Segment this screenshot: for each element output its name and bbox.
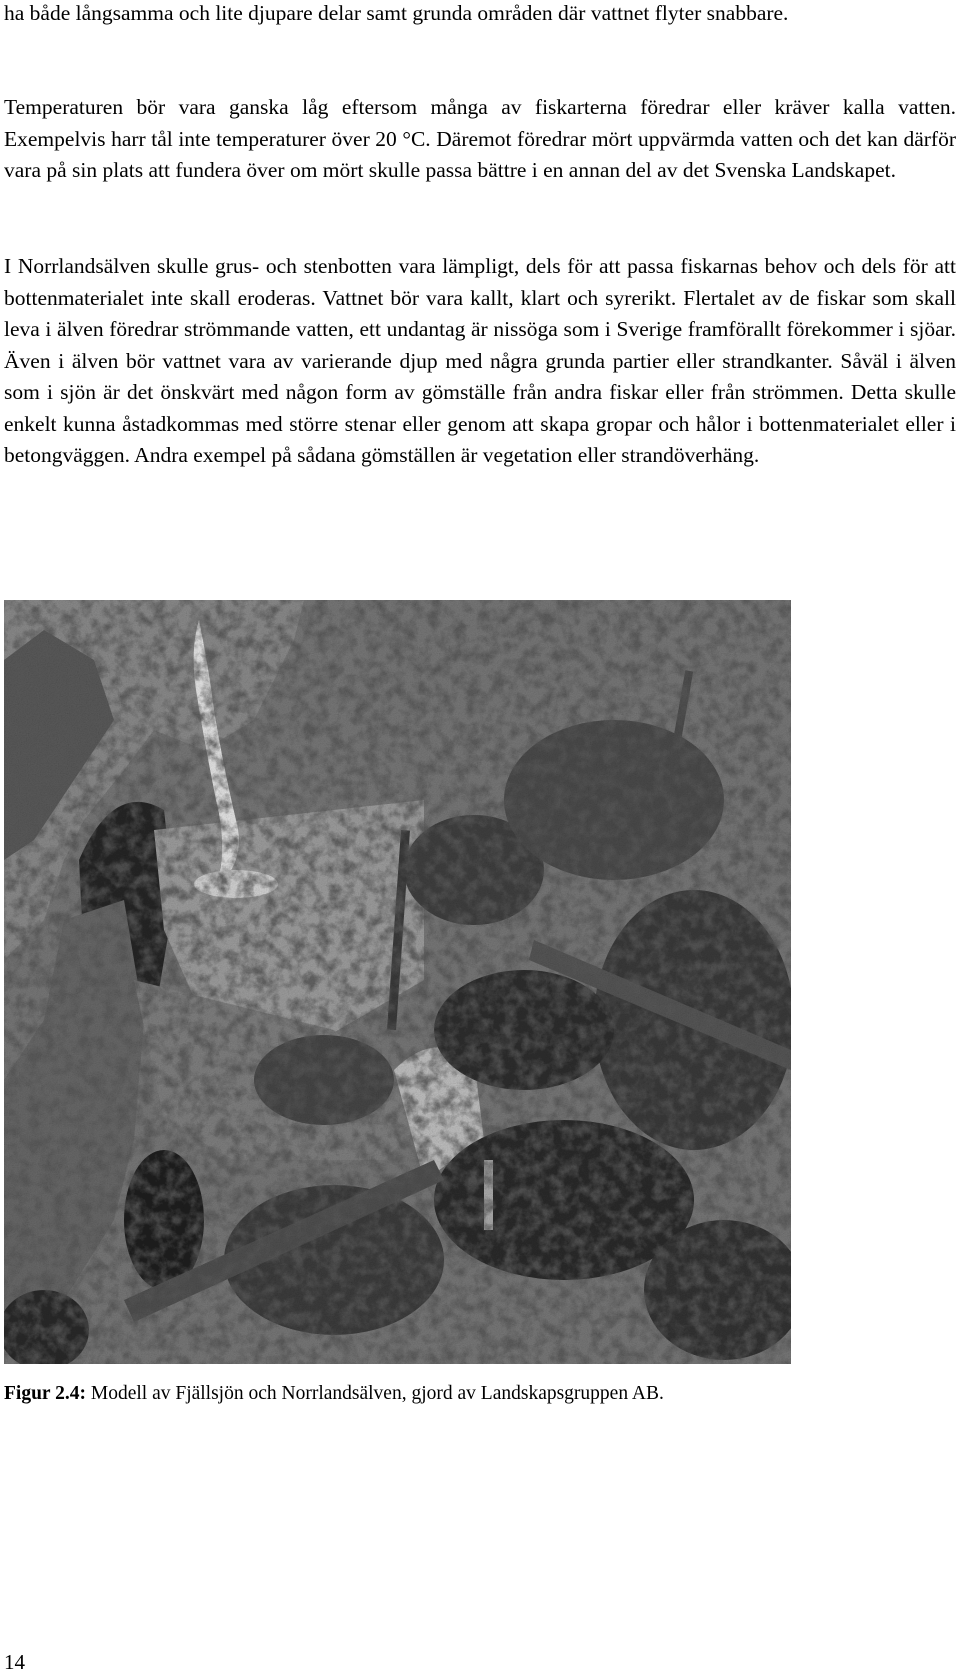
figure-caption-text: Modell av Fjällsjön och Norrlandsälven, gjord av Landskapsgruppen AB. [85,1383,664,1404]
paragraph-2: Temperaturen bör vara ganska låg eftersom många av fiskarterna föredrar eller kräver kalla vatten. Exempelvis harr tål inte temperaturer över 20 °C. Däremot föredrar mört uppvärmda vatten och det kan därför vara på sin plats att fundera över om mört skulle passa bättre i en annan del av det Svenska Landskapet. [4,95,956,182]
paragraph-1: ha både långsamma och lite djupare delar samt grunda områden där vattnet flyter snabbare. [4,1,789,25]
figure-caption [4,1380,956,1408]
paragraph-3: I Norrlandsälven skulle grus- och stenbotten vara lämpligt, dels för att passa fiskarnas behov och dels för att bottenmaterialet inte skall eroderas. Vattnet bör vara kallt, klart och syrerikt. Flertalet av de fiskar som skall leva i älven föredrar strömmande vatten, ett undantag är nissöga som i Sverige framförallt förekommer i sjöar. Även i älven bör vattnet vara av varierande djup med några grunda partier eller strandkanter. Såväl i älven som i sjön är det önskvärt med någon form av gömställe från andra fiskar eller från strömmen. Detta skulle enkelt kunna åstadkommas med större stenar eller genom att skapa gropar och hålor i bottenmaterialet eller i betongväggen. Andra exempel på sådana gömställen är vegetation eller strandöverhäng. [4,254,956,467]
page-number: 14 [4,1650,25,1674]
figure-label: Figur 2.4: [4,1383,86,1404]
landscape-model-photo [4,600,791,1364]
